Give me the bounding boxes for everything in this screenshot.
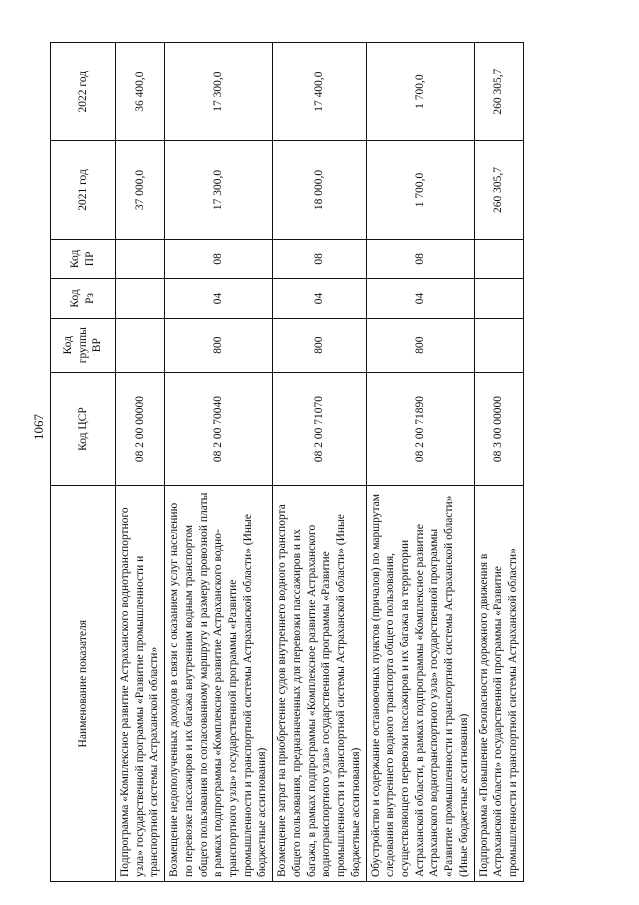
row-pr: 08 — [366, 239, 474, 279]
row-2022: 1 700,0 — [366, 43, 474, 141]
row-vr — [474, 318, 523, 372]
row-2021: 37 000,0 — [116, 141, 165, 239]
header-2022: 2022 год — [51, 43, 116, 141]
row-csr: 08 2 00 71070 — [273, 372, 366, 486]
row-vr: 800 — [366, 318, 474, 372]
row-name: Обустройство и содержание остановочных пунктов (причалов) по маршрутам следования внутреннего водного транспорта общего пользования, осуществляющего перевозки пассажиров и их багажа на территории Астраханской области, в рамках подпрограммы «Комплексное развитие Астраханского воднотранспортного узла» государственной программы «Развитие промышленности и транспортной системы Астраханской области» (Иные бюджетные ассигнования) — [366, 486, 474, 882]
row-pr: 08 — [165, 239, 273, 279]
table-row — [366, 43, 474, 882]
row-csr: 08 2 00 71890 — [366, 372, 474, 486]
row-csr: 08 2 00 70040 — [165, 372, 273, 486]
header-rz: Код Рз — [51, 279, 116, 319]
budget-table — [50, 42, 524, 882]
row-2022: 260 305,7 — [474, 43, 523, 141]
row-vr — [116, 318, 165, 372]
row-2022: 36 400,0 — [116, 43, 165, 141]
table-row — [474, 43, 523, 882]
row-pr — [116, 239, 165, 279]
row-2022: 17 400,0 — [273, 43, 366, 141]
rotated-table-stage — [50, 42, 519, 882]
row-name: Подпрограмма «Повышение безопасности дорожного движения в Астраханской области» государственной программы «Развитие промышленности и транспортной системы Астраханской области» — [474, 486, 523, 882]
header-vr: Код группы ВР — [51, 318, 116, 372]
row-2021: 1 700,0 — [366, 141, 474, 239]
table-row — [116, 43, 165, 882]
row-rz — [116, 279, 165, 319]
row-rz: 04 — [165, 279, 273, 319]
table-row — [165, 43, 273, 882]
page-number: 1067 — [31, 414, 46, 440]
row-rz: 04 — [366, 279, 474, 319]
row-name: Подпрограмма «Комплексное развитие Астраханского воднотранспортного узла» государственной программы «Развитие промышленности и транспортной системы Астраханской области» — [116, 486, 165, 882]
row-csr: 08 3 00 00000 — [474, 372, 523, 486]
header-2021: 2021 год — [51, 141, 116, 239]
row-name: Возмещение недополученных доходов в связи с оказанием услуг населению по перевозке пассажиров и их багажа внутренним водным транспортом общего пользования по согласованному маршруту и размеру провозной платы в рамках подпрограммы «Комплексное развитие Астраханского воднотранспортного узла» государственной программы «Развитие промышленности и транспортной системы Астраханской области» (Иные бюджетные ассигнования) — [165, 486, 273, 882]
row-pr — [474, 239, 523, 279]
row-2022: 17 300,0 — [165, 43, 273, 141]
row-2021: 260 305,7 — [474, 141, 523, 239]
header-csr: Код ЦСР — [51, 372, 116, 486]
row-rz: 04 — [273, 279, 366, 319]
row-name: Возмещение затрат на приобретение судов внутреннего водного транспорта общего пользования, предназначенных для перевозки пассажиров и их багажа, в рамках подпрограммы «Комплексное развитие Астраханского воднотранспортного узла» государственной программы «Развитие промышленности и транспортной системы Астраханской области» (Иные бюджетные ассигнования) — [273, 486, 366, 882]
row-csr: 08 2 00 00000 — [116, 372, 165, 486]
header-name: Наименование показателя — [51, 486, 116, 882]
row-2021: 18 000,0 — [273, 141, 366, 239]
row-vr: 800 — [273, 318, 366, 372]
row-2021: 17 300,0 — [165, 141, 273, 239]
table-header-row — [51, 43, 116, 882]
header-pr: Код ПР — [51, 239, 116, 279]
row-pr: 08 — [273, 239, 366, 279]
row-rz — [474, 279, 523, 319]
row-vr: 800 — [165, 318, 273, 372]
table-row — [273, 43, 366, 882]
